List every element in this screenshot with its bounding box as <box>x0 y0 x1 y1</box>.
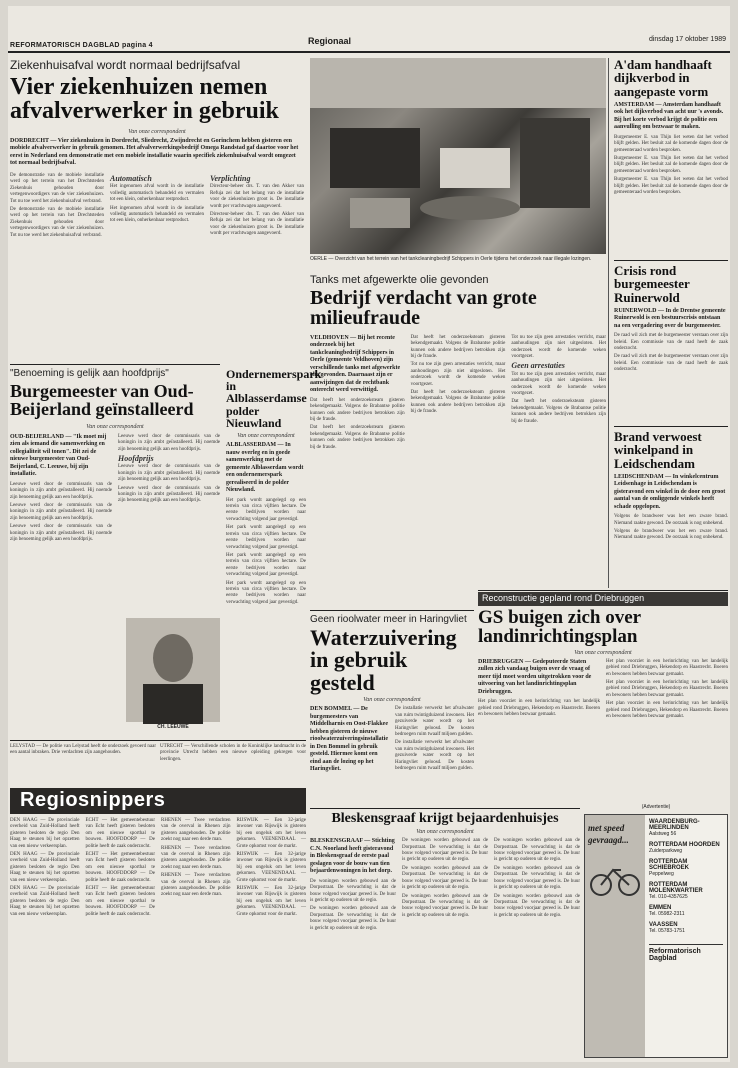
ondernemers-headline: Ondernemerspark in Alblasserdamse polder Nieuwland <box>226 367 322 430</box>
riool-byline: Van onze correspondent <box>363 697 421 704</box>
crisis-intro: RUINERWOLD — In de Drentse gemeente Ruinerwold is een bestuurscrisis ontstaan na een vergadering over de burgemeester. <box>614 307 726 329</box>
oerle-headline: Bedrijf verdacht van grote milieufraude <box>310 287 537 330</box>
bleskens-headline: Bleskensgraaf krijgt bejaardenhuisjes <box>331 811 559 826</box>
bleskens-byline: Van onze correspondent <box>416 829 474 836</box>
regiosnippers-title: Regiosnippers <box>20 789 166 811</box>
advert-company: Reformatorisch Dagblad <box>649 944 723 962</box>
driebruggen-intro: DRIEBRUGGEN — Gedeputeerde Staten zullen zich vandaag buigen over de vraag of meer tijd moet worden uitgetrokken voor de uitvoering van het landinrichtingsplan Driebruggen. <box>478 658 592 695</box>
riool-body: De installatie verwerkt het afvalwater van ruim twintigduizend inwoners. Het gezuiverde water wordt op het Haringvliet geloosd. De kosten bedroegen ruim twaalf miljoen gulden. De installatie verwerkt het afvalwater van ruim twintigduizend inwoners. Het gezuiverde water wordt op het Haringvliet geloosd. De kosten bedroegen ruim twaalf miljoen gulden. <box>395 706 474 771</box>
lead-article <box>10 58 304 360</box>
driebruggen-kicker: Reconstructie gepland rond Driebruggen <box>482 593 645 603</box>
ondernemers-article <box>226 367 322 738</box>
crisis-headline: Crisis rond burgemeester Ruinerwold <box>614 263 690 305</box>
crisis-article <box>614 264 728 424</box>
lead-byline: Van onze correspondent <box>128 128 186 135</box>
column-divider <box>608 58 609 588</box>
advert-locations <box>645 815 727 1057</box>
brand-headline: Brand verwoest winkelpand in Leidschendam <box>614 429 702 471</box>
driebruggen-byline: Van onze correspondent <box>574 649 632 656</box>
oerle-subhead: Geen arrestaties <box>511 361 565 371</box>
advert-location: EMMEN Tel. 05982-2311 <box>649 905 685 917</box>
leeuwe-portrait <box>126 618 220 722</box>
advert-slogan-2: gevraagd... <box>588 835 629 845</box>
crisis-body: De raad wil zich met de burgemeester verstaan over zijn beleid. Een commissie van de raad heeft de zaak onderzocht. De raad wil zich met de burgemeester verstaan over zijn beleid. Een commissie van de raad heeft de zaak onderzocht. <box>614 333 728 373</box>
leeuwe-caption: CH. LEEUWE <box>157 724 189 730</box>
bleskens-intro: BLESKENSGRAAF — Stichting C.N. Noorland heeft gisteravond in Bleskensgraaf de eerste paal geslagen voor de bouw van tien bejaardenwoningen in het dorp. <box>310 838 395 875</box>
lead-body-col2: Automatisch Het ingenomen afval wordt in de installatie volledig automatisch behandeld en vermalen tot een klein, onherkenbaar restproduct. Het ingenomen afval wordt in de installatie volledig automatisch behandeld en vermalen tot een klein, onherkenbaar restproduct. <box>110 173 204 224</box>
regiosnippers-columns: DEN HAAG — De provinciale overheid van Zuid-Holland heeft gisteren besloten de regio Den Haag te steunen bij het opzetten van een nieuw verkeersplan. DEN HAAG — De provinciale overheid van Zuid-Holland heeft gisteren besloten de regio Den Haag te steunen bij het opzetten van een nieuw verkeersplan. DEN HAAG — De provinciale overheid van Zuid-Holland heeft gisteren besloten de regio Den Haag te steunen bij het opzetten van een nieuw verkeersplan. ECHT — Het gemeentebestuur van Echt heeft gisteren besloten om een nieuwe sporthal te bouwen. HOOFDDORP — De politie heeft de zaak onderzocht. ECHT — Het gemeentebestuur van Echt heeft gisteren besloten om een nieuwe sporthal te bouwen. HOOFDDORP — De politie heeft de zaak onderzocht. ECHT — Het gemeentebestuur van Echt heeft gisteren besloten om een nieuwe sporthal te bouwen. HOOFDDORP — De politie heeft de zaak onderzocht. RHENEN — Twee verdachten van de overval in Rhenen zijn gisteren aangehouden. De politie zoekt nog naar een derde man. RHENEN — Twee verdachten van de overval in Rhenen zijn gisteren aangehouden. De politie zoekt nog naar een derde man. RHENEN — Twee verdachten van de overval in Rhenen zijn gisteren aangehouden. De politie zoekt nog naar een derde man. RIJSWIJK — Een 32-jarige inwoner van Rijswijk is gisteren bij een ongeluk om het leven gekomen. VEENENDAAL — Grote opkomst voor de markt. RIJSWIJK — Een 32-jarige inwoner van Rijswijk is gisteren bij een ongeluk om het leven gekomen. VEENENDAAL — Grote opkomst voor de markt. RIJSWIJK — Een 32-jarige inwoner van Rijswijk is gisteren bij een ongeluk om het leven gekomen. VEENENDAAL — Grote opkomst voor de markt. <box>10 818 306 917</box>
advert-visual <box>585 815 645 1057</box>
lead-intro: DORDRECHT — Vier ziekenhuizen in Dordrecht, Sliedrecht, Zwijndrecht en Gorinchem hebben gisteren een mobiele afvalverwerker in gebruik genomen. Het afvalverwerkingsbedrijf Omega Randstad gaf daartoe voor het eerst in Nederland een demonstratie met een mobiele installatie waarin specifiek ziekenhuisafval wordt omgezet tot normaal bedrijfsafval. <box>10 137 299 167</box>
adam-body: Burgemeester E. van Thijn liet weten dat het verbod blijft gelden. Het besluit zal de komende dagen door de gemeenteraad worden besproken. Burgemeester E. van Thijn liet weten dat het verbod blijft gelden. Het besluit zal de komende dagen door de gemeenteraad worden besproken. Burgemeester E. van Thijn liet weten dat het verbod blijft gelden. Het besluit zal de komende dagen door de gemeenteraad worden besproken. <box>614 134 728 195</box>
adam-headline: A'dam handhaaft dijkverbod in aangepaste vorm <box>614 57 712 99</box>
driebruggen-kicker-bar <box>478 592 728 606</box>
riool-headline: Waterzuivering in gebruik gesteld <box>310 625 457 695</box>
brand-article <box>614 430 728 582</box>
advert-location: ROTTERDAM HOORDEN Zuiderparkweg <box>649 842 720 854</box>
adam-article <box>614 58 728 258</box>
advert-slogan-1: met speed <box>588 823 625 833</box>
main-photo <box>310 58 606 254</box>
burgemeester-intro: OUD-BEIJERLAND — "Ik moet mij zien als iemand die samenwerking en collegialiteit wil tonen". Dit zei de nieuwe burgemeester van Oud-Beijerland, C. Leeuwe, bij zijn installatie. <box>10 433 107 478</box>
lead-kicker: Ziekenhuisafval wordt normaal bedrijfsafval <box>10 58 241 72</box>
brand-body: Volgens de brandweer was het een zware brand. Niemand raakte gewond. De oorzaak is nog onbekend. Volgens de brandweer was het een zware brand. Niemand raakte gewond. De oorzaak is nog onbekend. <box>614 514 728 541</box>
oerle-intro: VELDHOVEN — Bij het recente onderzoek bij het tankcleaningbedrijf Schippers in Oerle (gemeente Veldhoven) zijn verschillende tanks met afgewerkte olie gevonden. Daarnaast zijn er aanwijzingen dat de rechtbank onterecht werd verwittigd. <box>310 334 401 394</box>
burgemeester-byline: Van onze correspondent <box>86 423 144 430</box>
advert-location: WAARDENBURG-MEERLINDEN Aalstweg 56 <box>649 819 700 837</box>
short-utrecht: UTRECHT — Verschillende scholen in de Koninklijke landmacht in de provincie Utrecht hebben een nieuwe opleiding gekregen voor leerlingen. <box>160 744 306 762</box>
riool-article <box>310 614 474 804</box>
main-photo-illustration <box>310 58 606 254</box>
driebruggen-article: GS buigen zich over landinrichtingsplan Van onze correspondent DRIEBRUGGEN — Gedeputeerde Staten zullen zich vandaag buigen over de vraag of meer tijd moet worden uitgetrokken voor de uitvoering van het landinrichtingsplan Driebruggen. Het plan voorziet in een herinrichting van het landelijk gebied rond Driebruggen, Hekendorp en Haastrecht. Boeren en bewoners hebben bezwaar gemaakt. Het plan voorziet in een herinrichting van het landelijk gebied rond Driebruggen, Hekendorp en Haastrecht. Boeren en bewoners hebben bezwaar gemaakt. Het plan voorziet in een herinrichting van het landelijk gebied rond Driebruggen, Hekendorp en Haastrecht. Boeren en bewoners hebben bezwaar gemaakt. Het plan voorziet in een herinrichting van het landelijk gebied rond Driebruggen, Hekendorp en Haastrecht. Boeren en bewoners hebben bezwaar gemaakt. <box>478 608 728 798</box>
masthead-date: dinsdag 17 oktober 1989 <box>648 36 726 43</box>
advert-label: (Advertentie) <box>641 804 671 810</box>
newspaper-page <box>8 6 730 1062</box>
lead-subhead-verplichting: Verplichting <box>210 173 251 183</box>
riool-intro: DEN BOMMEL — De burgemeesters van Middelharnis en Oost-Flakkee hebben gisteren de nieuwe rioolwaterzuiveringsinstallatie in Den Bommel in gebruik gesteld. Hiermee komt een eind aan de lozing op het Haringvliet. <box>310 706 389 773</box>
advert-location: ROTTERDAM SCHIEBROEK Peppelweg <box>649 859 690 877</box>
driebruggen-headline: GS buigen zich over landinrichtingsplan <box>478 607 641 648</box>
lead-subhead-automatisch: Automatisch <box>110 173 152 183</box>
brand-intro: LEIDSCHENDAM — In winkelcentrum Leidsenhage in Leidschendam is gisteravond een winkel in de door een groot aantal van de omliggende winkels heeft schade opgelopen. <box>614 473 726 510</box>
oerle-body-1: Dat heeft het onderzoeksteam gisteren bekendgemaakt. Volgens de Brabantse politie kunnen ook andere bedrijven betrokken zijn bij de fraude. Dat heeft het onderzoeksteam gisteren bekendgemaakt. Volgens de Brabantse politie kunnen ook andere bedrijven betrokken zijn bij de fraude. <box>310 397 405 450</box>
bleskens-article: Bleskensgraaf krijgt bejaardenhuisjes Van onze correspondent BLESKENSGRAAF — Stichting C.N. Noorland heeft gisteravond in Bleskensgraaf de eerste paal geslagen voor de bouw van tien bejaardenwoningen in het dorp. De woningen worden gebouwd aan de Dorpsstraat. De verwachting is dat de bouw volgend voorjaar gereed is. De huur is gericht op ouderen uit de regio. De woningen worden gebouwd aan de Dorpsstraat. De verwachting is dat de bouw volgend voorjaar gereed is. De huur is gericht op ouderen uit de regio. De woningen worden gebouwd aan de Dorpsstraat. De verwachting is dat de bouw volgend voorjaar gereed is. De huur is gericht op ouderen uit de regio. De woningen worden gebouwd aan de Dorpsstraat. De verwachting is dat de bouw volgend voorjaar gereed is. De huur is gericht op ouderen uit de regio. De woningen worden gebouwd aan de Dorpsstraat. De verwachting is dat de bouw volgend voorjaar gereed is. De huur is gericht op ouderen uit de regio. De woningen worden gebouwd aan de Dorpsstraat. De verwachting is dat de bouw volgend voorjaar gereed is. De huur is gericht op ouderen uit de regio. De woningen worden gebouwd aan de Dorpsstraat. De verwachting is dat de bouw volgend voorjaar gereed is. De huur is gericht op ouderen uit de regio. De woningen worden gebouwd aan de Dorpsstraat. De verwachting is dat de bouw volgend voorjaar gereed is. De huur is gericht op ouderen uit de regio. <box>310 811 580 931</box>
ondernemers-byline: Van onze correspondent <box>237 433 295 440</box>
masthead-rule <box>8 51 730 53</box>
riool-kicker: Geen rioolwater meer in Haringvliet <box>310 614 467 625</box>
oerle-article <box>310 274 606 604</box>
lead-body-col1: De demonstratie van de mobiele installatie werd op het terrein van het Drechtsteden Ziekenhuis gehouden door vertegenwoordigers van de vier ziekenhuizen. Tot nu toe werd het ziekenhuisafval verbrand. De demonstratie van de mobiele installatie werd op het terrein van het Drechtsteden Ziekenhuis gehouden door vertegenwoordigers van de vier ziekenhuizen. Tot nu toe werd het ziekenhuisafval verbrand. <box>10 172 104 238</box>
masthead-section: Regionaal <box>308 36 352 46</box>
oerle-body-2: Dat heeft het onderzoeksteam gisteren bekendgemaakt. Volgens de Brabantse politie kunnen ook andere bedrijven betrokken zijn bij de fraude. Tot nu toe zijn geen arrestaties verricht, maar aanhoudingen zijn niet uitgesloten. Het onderzoek wordt de komende weken voortgezet. Dat heeft het onderzoeksteam gisteren bekendgemaakt. Volgens de Brabantse politie kunnen ook andere bedrijven betrokken zijn bij de fraude. <box>410 334 506 415</box>
regiosnippers-banner <box>10 788 306 814</box>
advert-location: ROTTERDAM MOLENKWARTIER Tel. 010-4357625 <box>649 882 703 900</box>
oerle-kicker: Tanks met afgewerkte olie gevonden <box>310 274 489 286</box>
burgemeester-body-2: Leeuwe werd door de commissaris van de koningin in zijn ambt geïnstalleerd. Hij noemde zijn benoeming gelijk aan een hoofdprijs. Hoofdprijs Leeuwe werd door de commissaris van de koningin in zijn ambt geïnstalleerd. Hij noemde zijn benoeming gelijk aan een hoofdprijs. Leeuwe werd door de commissaris van de koningin in zijn ambt geïnstalleerd. Hij noemde zijn benoeming gelijk aan een hoofdprijs. <box>118 433 220 504</box>
masthead-paper-name: REFORMATORISCH DAGBLAD pagina 4 <box>10 42 153 49</box>
lead-body-col3: Verplichting Directeur-beheer drs. T. van den Akker van Refuja zei dat het belang van de installatie voor de ziekenhuizen groot is. De installatie wordt per vrachtwagen aangevoerd. Directeur-beheer drs. T. van den Akker van Refuja zei dat het belang van de installatie voor de ziekenhuizen groot is. De installatie wordt per vrachtwagen aangevoerd. <box>210 173 304 237</box>
lead-headline: Vier ziekenhuizen nemen afvalverwerker in gebruik <box>10 74 279 125</box>
burgemeester-subhead: Hoofdprijs <box>118 453 154 463</box>
burgemeester-kicker: "Benoeming is gelijk aan hoofdprijs" <box>10 368 169 379</box>
burgemeester-headline: Burgemeester van Oud-Beijerland geïnstalleerd <box>10 381 194 420</box>
advertisement <box>584 814 728 1058</box>
oerle-body-3: Tot nu toe zijn geen arrestaties verricht, maar aanhoudingen zijn niet uitgesloten. Het onderzoek wordt de komende weken voortgezet. Geen arrestaties Tot nu toe zijn geen arrestaties verricht, maar aanhoudingen zijn niet uitgesloten. Het onderzoek wordt de komende weken voortgezet. Dat heeft het onderzoeksteam gisteren bekendgemaakt. Volgens de Brabantse politie kunnen ook andere bedrijven betrokken zijn bij de fraude. <box>511 334 607 424</box>
ondernemers-body: Het park wordt aangelegd op een terrein van circa vijftien hectare. De eerste bedrijven worden naar verwachting volgend jaar gevestigd. Het park wordt aangelegd op een terrein van circa vijftien hectare. De eerste bedrijven worden naar verwachting volgend jaar gevestigd. Het park wordt aangelegd op een terrein van circa vijftien hectare. De eerste bedrijven worden naar verwachting volgend jaar gevestigd. Het park wordt aangelegd op een terrein van circa vijftien hectare. De eerste bedrijven worden naar verwachting volgend jaar gevestigd. <box>226 497 306 605</box>
ondernemers-intro: ALBLASSERDAM — In nauw overleg en in goede samenwerking met de gemeente Alblasserdam wordt een ondernemerspark gerealiseerd in de polder Nieuwland. <box>226 442 304 494</box>
short-lelystad: LELYSTAD — De politie van Lelystad heeft de onderzoek gevoerd naar een aantal inbraken. Drie verdachten zijn aangehouden. <box>10 744 156 756</box>
main-photo-caption: OERLE — Overzicht van het terrein van het tankcleaningbedrijf Schippers in Oerle tijdens het onderzoek naar illegale lozingen. <box>310 256 592 262</box>
adam-intro: AMSTERDAM — Amsterdam handhaaft ook het dijkverbod van acht uur 's avonds. Bij het korte verbod krijgt de politie een aanvulling om bezwaar te maken. <box>614 101 724 131</box>
driebruggen-body: Het plan voorziet in een herinrichting van het landelijk gebied rond Driebruggen, Hekendorp en Haastrecht. Boeren en bewoners hebben bezwaar gemaakt. Het plan voorziet in een herinrichting van het landelijk gebied rond Driebruggen, Hekendorp en Haastrecht. Boeren en bewoners hebben bezwaar gemaakt. Het plan voorziet in een herinrichting van het landelijk gebied rond Driebruggen, Hekendorp en Haastrecht. Boeren en bewoners hebben bezwaar gemaakt. <box>606 658 728 719</box>
advert-location: VAASSEN Tel. 05783-1751 <box>649 922 685 934</box>
burgemeester-body-1: Leeuwe werd door de commissaris van de koningin in zijn ambt geïnstalleerd. Hij noemde zijn benoeming gelijk aan een hoofdprijs. Leeuwe werd door de commissaris van de koningin in zijn ambt geïnstalleerd. Hij noemde zijn benoeming gelijk aan een hoofdprijs. Leeuwe werd door de commissaris van de koningin in zijn ambt geïnstalleerd. Hij noemde zijn benoeming gelijk aan een hoofdprijs. <box>10 481 112 542</box>
bicycle-icon <box>585 815 645 1057</box>
portrait-illustration <box>126 618 220 722</box>
